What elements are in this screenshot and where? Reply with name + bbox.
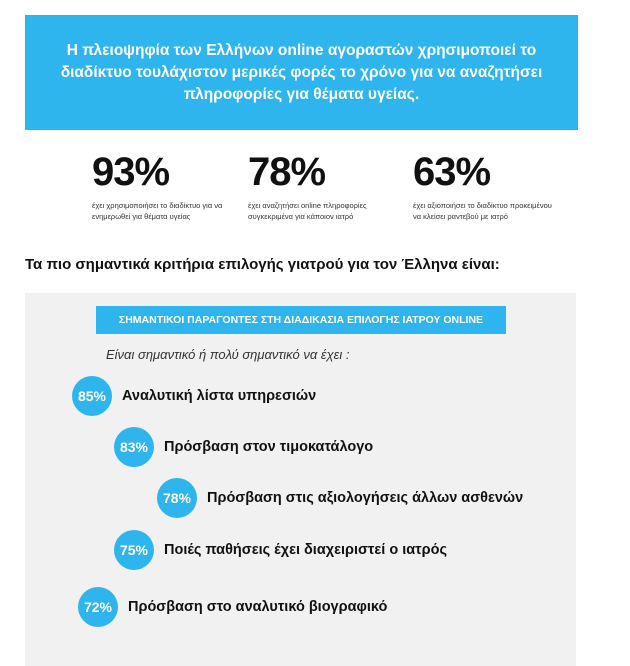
stat-value: 93%: [92, 150, 170, 194]
panel-intro: Είναι σημαντικό ή πολύ σημαντικό να έχει :: [106, 347, 350, 362]
panel-label: ΣΗΜΑΝΤΙΚΟΙ ΠΑΡΑΓΟΝΤΕΣ ΣΤΗ ΔΙΑΔΙΚΑΣΙΑ ΕΠΙΛΟΓΗΣ ΙΑΤΡΟΥ ONLINE: [96, 306, 506, 334]
percent-circle: 78%: [157, 478, 197, 518]
percent-circle: 72%: [78, 587, 118, 627]
banner-text: Η πλειοψηφία των Ελλήνων online αγοραστών χρησιμοποιεί το διαδίκτυο τουλάχιστον μερικές φορές το χρόνο για να αναζητήσει πληροφορίες για θέματα υγείας.: [60, 41, 543, 103]
header-banner: [25, 15, 578, 130]
percent-circle: 75%: [114, 530, 154, 570]
stat-description: έχει αξιοποιήσει το διαδίκτυο προκειμένου να κλείσει ραντεβού με ιατρό: [413, 201, 552, 221]
factor-label: Ποιές παθήσεις έχει διαχειριστεί ο ιατρός: [164, 542, 447, 558]
stat-block: [92, 150, 242, 222]
stat-description: έχει αναζητήσει online πληροφορίες συγκεκριμένα για κάποιον ιατρό: [248, 201, 367, 221]
factor-item: [72, 376, 316, 416]
stat-block: [413, 150, 563, 222]
stat-description: έχει χρησιμοποιήσει το διαδίκτυο για να ενημερωθεί για θέματα υγείας: [92, 201, 223, 221]
stat-block: [248, 150, 398, 222]
stat-value: 78%: [248, 150, 326, 194]
factor-item: [114, 427, 373, 467]
factor-label: Πρόσβαση στο αναλυτικό βιογραφικό: [128, 599, 388, 615]
factor-item: [114, 530, 447, 570]
percent-circle: 85%: [72, 376, 112, 416]
stat-value: 63%: [413, 150, 491, 194]
factor-label: Πρόσβαση στον τιμοκατάλογο: [164, 439, 374, 455]
factor-item: [157, 478, 523, 518]
factor-label: Πρόσβαση στις αξιολογήσεις άλλων ασθενών: [207, 490, 524, 506]
factor-label: Αναλυτική λίστα υπηρεσιών: [122, 388, 317, 404]
criteria-heading: Τα πιο σημαντικά κριτήρια επιλογής γιατρού για τον Έλληνα είναι:: [25, 256, 500, 273]
factor-item: [78, 587, 387, 627]
percent-circle: 83%: [114, 427, 154, 467]
